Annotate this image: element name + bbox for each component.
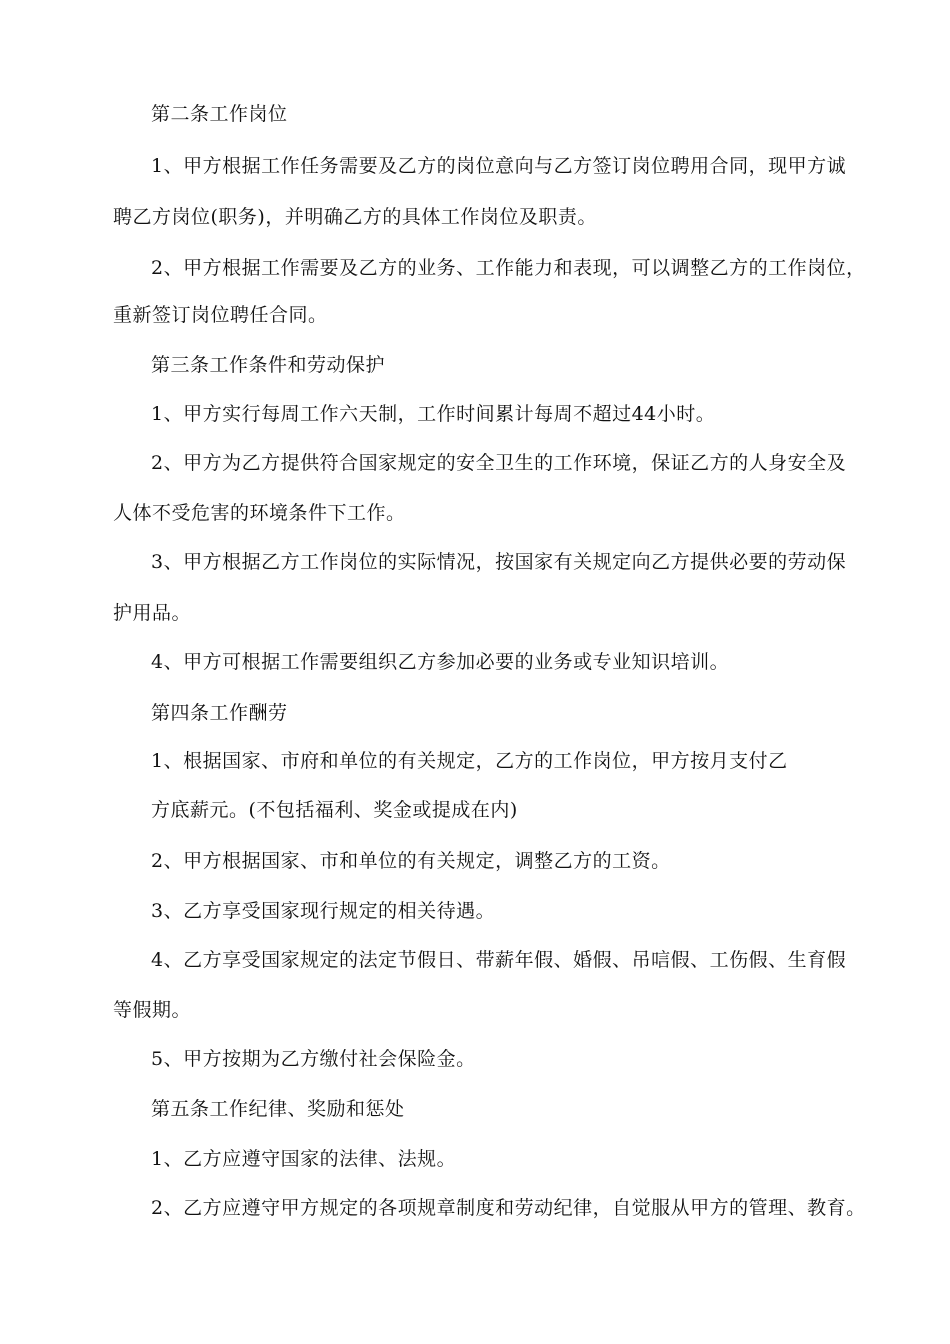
paragraph-line: 3、乙方享受国家现行规定的相关待遇。 [151, 900, 496, 922]
paragraph-line: 1、乙方应遵守国家的法律、法规。 [151, 1148, 457, 1170]
paragraph-line: 聘乙方岗位(职务)，并明确乙方的具体工作岗位及职责。 [113, 206, 597, 228]
paragraph-line: 方底薪元。(不包括福利、奖金或提成在内) [151, 799, 518, 821]
paragraph-line: 1、甲方实行每周工作六天制，工作时间累计每周不超过44小时。 [151, 403, 716, 425]
paragraph-line: 2、甲方根据国家、市和单位的有关规定，调整乙方的工资。 [151, 850, 671, 872]
paragraph-line: 等假期。 [113, 999, 192, 1021]
paragraph-line: 2、甲方根据工作需要及乙方的业务、工作能力和表现，可以调整乙方的工作岗位， [151, 257, 866, 279]
paragraph-line: 2、甲方为乙方提供符合国家规定的安全卫生的工作环境，保证乙方的人身安全及 [151, 452, 847, 474]
article-2-heading: 第二条工作岗位 [151, 103, 288, 125]
paragraph-line: 1、根据国家、市府和单位的有关规定，乙方的工作岗位，甲方按月支付乙 [151, 750, 788, 772]
article-4-heading: 第四条工作酬劳 [151, 702, 288, 724]
paragraph-line: 1、甲方根据工作任务需要及乙方的岗位意向与乙方签订岗位聘用合同，现甲方诚 [151, 155, 847, 177]
paragraph-line: 3、甲方根据乙方工作岗位的实际情况，按国家有关规定向乙方提供必要的劳动保 [151, 551, 847, 573]
paragraph-line: 2、乙方应遵守甲方规定的各项规章制度和劳动纪律，自觉服从甲方的管理、教育。 [151, 1197, 866, 1219]
paragraph-line: 5、甲方按期为乙方缴付社会保险金。 [151, 1048, 476, 1070]
paragraph-line: 护用品。 [113, 602, 192, 624]
paragraph-line: 人体不受危害的环境条件下工作。 [113, 502, 406, 524]
paragraph-line: 重新签订岗位聘任合同。 [113, 304, 328, 326]
paragraph-line: 4、甲方可根据工作需要组织乙方参加必要的业务或专业知识培训。 [151, 651, 730, 673]
paragraph-line: 4、乙方享受国家规定的法定节假日、带薪年假、婚假、吊唁假、工伤假、生育假 [151, 949, 847, 971]
article-3-heading: 第三条工作条件和劳动保护 [151, 354, 386, 376]
article-5-heading: 第五条工作纪律、奖励和惩处 [151, 1098, 405, 1120]
